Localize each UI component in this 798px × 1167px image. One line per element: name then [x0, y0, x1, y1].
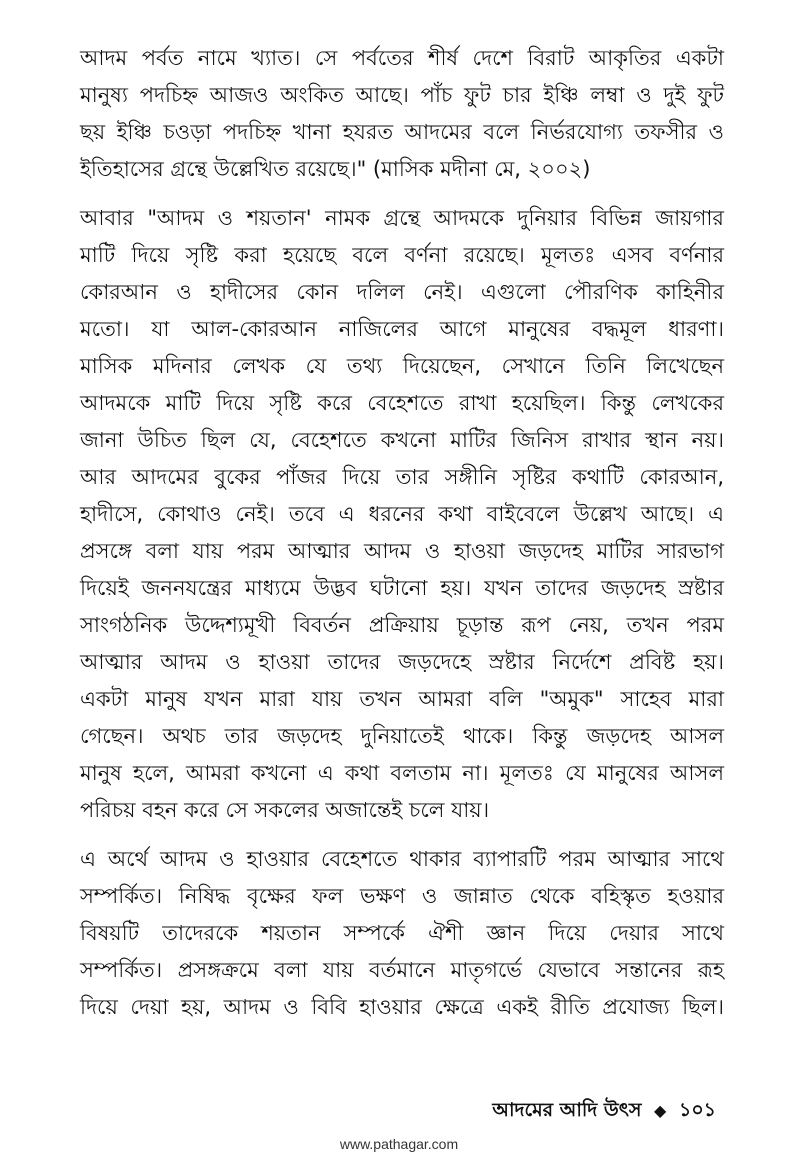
text-line: সাংগঠনিক উদ্দেশ্যমূখী বিবর্তন প্রক্রিয়ায় চূড়ান্ত রূপ নেয়, তখন পরম: [80, 613, 724, 637]
text-line: মাসিক মদিনার লেখক যে তথ্য দিয়েছেন, সেখানে তিনি লিখেছেন: [80, 354, 724, 378]
text-line: জানা উচিত ছিল যে, বেহেশতে কখনো মাটির জিনিস রাখার স্থান নয়।: [80, 428, 724, 452]
text-line: দিয়ে দেয়া হয়, আদম ও বিবি হাওয়ার ক্ষেত্রে একই রীতি প্রযোজ্য ছিল।: [80, 995, 724, 1019]
text-line: ছয় ইঞ্চি চওড়া পদচিহ্ন খানা হযরত আদমের বলে নির্ভরযোগ্য তফসীর ও: [80, 120, 724, 144]
text-line: সম্পর্কিত। নিষিদ্ধ বৃক্ষের ফল ভক্ষণ ও জান্নাত থেকে বহিস্কৃত হওয়ার: [80, 884, 724, 908]
text-line: আবার "আদম ও শয়তান' নামক গ্রন্থে আদমকে দুনিয়ার বিভিন্ন জায়গার: [80, 206, 724, 230]
text-line: আত্মার আদম ও হাওয়া তাদের জড়দেহে স্রষ্টার নির্দেশে প্রবিষ্ট হয়।: [80, 650, 724, 674]
paragraph-3: [80, 841, 724, 1026]
text-line: ইতিহাসের গ্রন্থে উল্লেখিত রয়েছে।" (মাসিক মদীনা মে, ২০০২): [80, 157, 591, 181]
text-line: মানুষ হলে, আমরা কখনো এ কথা বলতাম না। মূলতঃ যে মানুষের আসল: [80, 761, 724, 785]
text-line: মাটি দিয়ে সৃষ্টি করা হয়েছে বলে বর্ণনা রয়েছে। মূলতঃ এসব বর্ণনার: [80, 243, 724, 267]
website-url: www.pathagar.com: [339, 1136, 459, 1152]
text-line: মতো। যা আল-কোরআন নাজিলের আগে মানুষের বদ্ধমূল ধারণা।: [80, 317, 724, 341]
text-line: আর আদমের বুকের পাঁজর দিয়ে তার সঙ্গীনি সৃষ্টির কথাটি কোরআন,: [80, 465, 724, 489]
diamond-icon: ◆: [654, 1101, 667, 1120]
text-line: গেছেন। অথচ তার জড়দেহ দুনিয়াতেই থাকে। কিন্তু জড়দেহ আসল: [80, 724, 724, 748]
text-line: প্রসঙ্গে বলা যায় পরম আত্মার আদম ও হাওয়া জড়দেহ মাটির সারভাগ: [80, 539, 724, 563]
text-line: আদম পর্বত নামে খ্যাত। সে পর্বতের শীর্ষ দেশে বিরাট আকৃতির একটা: [80, 46, 724, 70]
text-line: আদমকে মাটি দিয়ে সৃষ্টি করে বেহেশতে রাখা হয়েছিল। কিন্তু লেখকের: [80, 391, 724, 415]
text-line: এ অর্থে আদম ও হাওয়ার বেহেশতে থাকার ব্যাপারটি পরম আত্মার সাথে: [80, 847, 725, 871]
text-line: সম্পর্কিত। প্রসঙ্গক্রমে বলা যায় বর্তমানে মাতৃগর্ভে যেভাবে সন্তানের রূহ: [80, 958, 724, 982]
text-line: হাদীসে, কোথাও নেই। তবে এ ধরনের কথা বাইবেলে উল্লেখ আছে। এ: [80, 502, 724, 526]
text-line: মানুষ্য পদচিহ্ন আজও অংকিত আছে। পাঁচ ফুট চার ইঞ্চি লম্বা ও দুই ফুট: [80, 83, 724, 107]
page-body: [80, 40, 724, 1026]
paragraph-2: [80, 200, 724, 829]
page-number: ১০১: [678, 1099, 716, 1121]
text-line: বিষয়টি তাদেরকে শয়তান সম্পর্কে ঐশী জ্ঞান দিয়ে দেয়ার সাথে: [80, 921, 724, 945]
paragraph-1: [80, 40, 724, 188]
page-footer: [492, 1096, 716, 1128]
running-title: আদমের আদি উৎস: [492, 1099, 642, 1121]
text-line: দিয়েই জননযন্ত্রের মাধ্যমে উদ্ভব ঘটানো হয়। যখন তাদের জড়দেহ স্রষ্টার: [80, 576, 724, 600]
text-line: কোরআন ও হাদীসের কোন দলিল নেই। এগুলো পৌরণিক কাহিনীর: [80, 280, 724, 304]
text-line: একটা মানুষ যখন মারা যায় তখন আমরা বলি "অমুক" সাহেব মারা: [80, 687, 724, 711]
text-line: পরিচয় বহন করে সে সকলের অজান্তেই চলে যায়।: [80, 798, 490, 822]
